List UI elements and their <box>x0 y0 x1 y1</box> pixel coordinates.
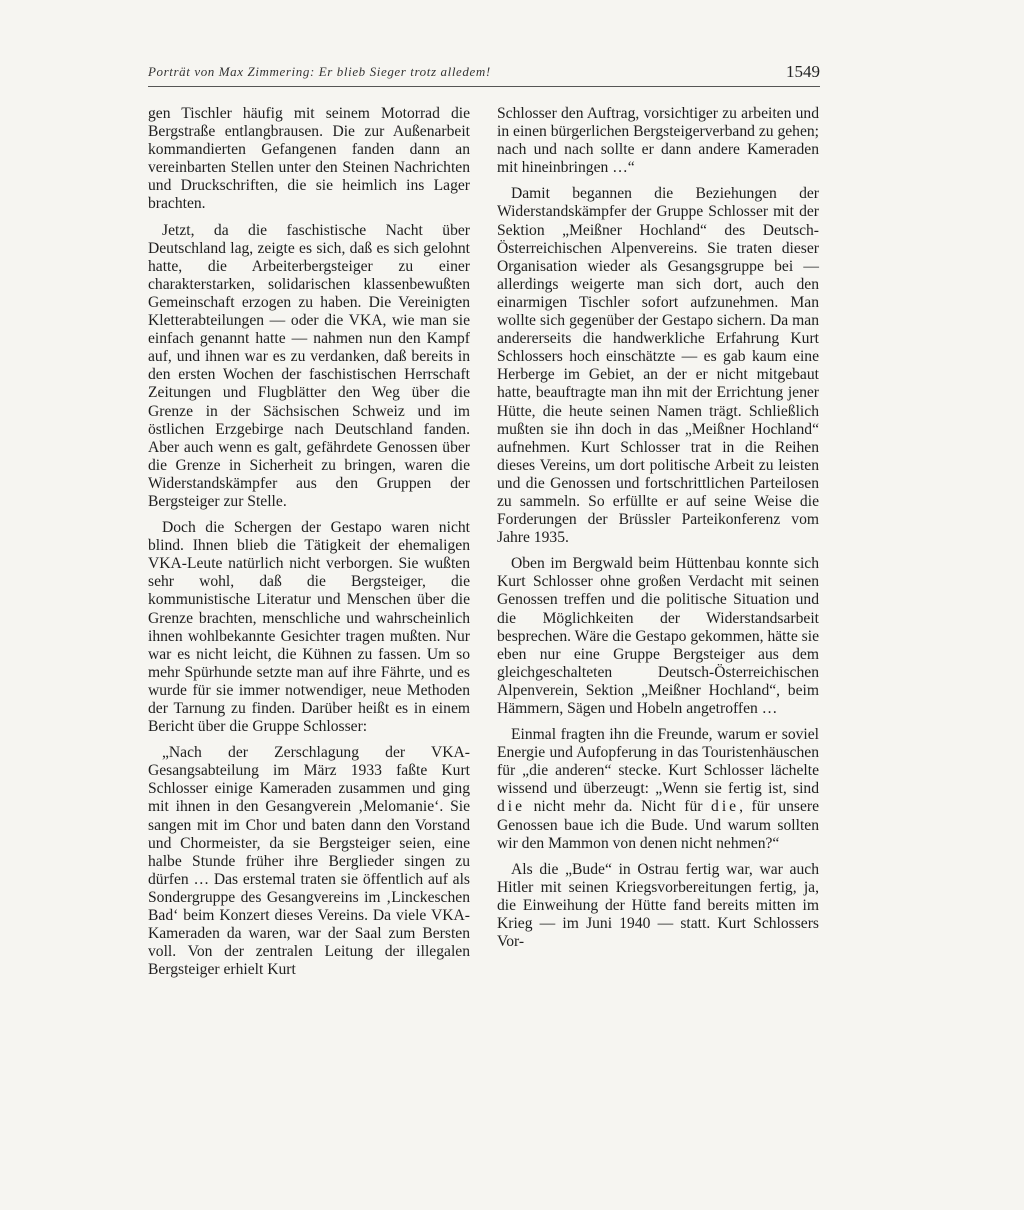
paragraph: Als die „Bude“ in Ostrau fertig war, war auch Hitler mit seinen Kriegsvorbereitungen fertig, ja, die Einweihung der Hütte fand bereits mitten im Krieg — im Juni 1940 — statt. Kurt Schlossers Vor- <box>497 860 819 951</box>
page-header <box>148 58 820 82</box>
paragraph: „Nach der Zerschlagung der VKA-Gesangsabteilung im März 1933 faßte Kurt Schlosser einige Kameraden zusammen und ging mit ihnen in den Gesangverein ‚Melomanie‘. Sie sangen mit im Chor und baten dann den Vorstand und Chormeister, da sie Bergsteiger seien, eine halbe Stunde früher ihre Berglieder singen zu dürfen … Das erstemal traten sie öffentlich auf als Sondergruppe des Gesangvereins im ‚Linckeschen Bad‘ beim Konzert dieses Vereins. Da viele VKA-Kameraden da waren, war der Saal zum Bersten voll. Von der zentralen Leitung der illegalen Bergsteiger erhielt Kurt <box>148 744 470 979</box>
paragraph: Oben im Bergwald beim Hüttenbau konnte sich Kurt Schlosser ohne großen Verdacht mit seinen Genossen treffen und die politische Situation und die Möglichkeiten der Widerstandsarbeit besprechen. Wäre die Gestapo gekommen, hätte sie eben nur eine Gruppe Bergsteiger aus dem gleichgeschalteten Deutsch-Österreichischen Alpenverein, Sektion „Meißner Hochland“, beim Hämmern, Sägen und Hobeln angetroffen … <box>497 555 819 717</box>
paragraph: Doch die Schergen der Gestapo waren nicht blind. Ihnen blieb die Tätigkeit der ehemaligen VKA-Leute natürlich nicht verborgen. Sie wußten sehr wohl, daß die Bergsteiger, die kommunistische Literatur und Menschen über die Grenze brachten, menschliche und wahrscheinlich ihnen wohlbekannte Gesichter tragen mußten. Nur war es nicht leicht, die Kühnen zu fassen. Um so mehr Spürhunde setzte man auf ihre Fährte, und es wurde für sie immer notwendiger, neue Methoden der Tarnung zu finden. Darüber heißt es in einem Bericht über die Gruppe Schlosser: <box>148 519 470 736</box>
paragraph <box>497 726 819 853</box>
left-column <box>148 105 470 987</box>
emphasized-word: die <box>711 798 740 816</box>
paragraph: Schlosser den Auftrag, vorsichtiger zu arbeiten und in einen bürgerlichen Bergsteigerverband zu gehen; nach und nach sollte er dann andere Kameraden mit hineinbringen …“ <box>497 105 820 177</box>
paragraph: Jetzt, da die faschistische Nacht über Deutschland lag, zeigte es sich, daß es sich gelohnt hatte, die Arbeiterbergsteiger zu einer charakterstarken, solidarischen klassenbewußten Gemeinschaft erzogen zu haben. Die Vereinigten Kletterabteilungen — oder die VKA, wie man sie einfach genannt hatte — nahmen nun den Kampf auf, und ihnen war es zu verdanken, daß bereits in den ersten Wochen der faschistischen Herrschaft Zeitungen und Flugblätter den Weg über die Grenze in der Sächsischen Schweiz und im östlichen Erzgebirge nach Deutschland fanden. Aber auch wenn es galt, gefährdete Genossen über die Grenze in Sicherheit zu bringen, waren die Widerstandskämpfer aus den Gruppen der Bergsteiger zur Stelle. <box>148 221 470 510</box>
paragraph: Damit begannen die Beziehungen der Widerstandskämpfer der Gruppe Schlosser mit der Sektion „Meißner Hochland“ des Deutsch-Österreichischen Alpenvereins. Sie traten dieser Organisation wieder als Gesangsgruppe bei — allerdings weigerte man sich dort, auch den einarmigen Tischler sofort aufzunehmen. Man wollte sich gegenüber der Gestapo sichern. Da man andererseits die handwerkliche Erfahrung Kurt Schlossers hoch einschätzte — es gab kaum eine Herberge im Gebiet, an der er nicht mitgebaut hatte, beauftragte man ihn mit der Errichtung jener Hütte, die heute seinen Namen trägt. Schließlich mußten sie ihn doch in das „Meißner Hochland“ aufnehmen. Kurt Schlosser trat in die Reihen dieses Vereins, um dort politische Arbeit zu leisten und die Genossen und fortschrittlichen Parteilosen zu sammeln. So erfüllte er auf seine Weise die Forderungen der Brüssler Parteikonferenz vom Jahre 1935. <box>497 185 819 547</box>
page-number: 1549 <box>786 62 820 81</box>
right-column <box>497 105 819 959</box>
header-divider <box>148 86 820 87</box>
running-title: Porträt von Max Zimmering: Er blieb Sieger trotz alledem! <box>148 64 491 79</box>
paragraph: gen Tischler häufig mit seinem Motorrad die Bergstraße entlangbrausen. Die zur Außenarbeit kommandierten Gefangenen fanden dann an vereinbarten Stellen unter den Steinen Nachrichten und Druckschriften, die sie heimlich ins Lager brachten. <box>148 105 470 213</box>
emphasized-word: die <box>497 798 526 816</box>
paragraph-text: , für unsere Genossen baue ich die Bude. Und warum sollten wir den Mammon von denen nicht nehmen?“ <box>497 798 819 852</box>
paragraph-text: Einmal fragten ihn die Freunde, warum er soviel Energie und Aufopferung in das Touristenhäuschen für „die anderen“ stecke. Kurt Schlosser lächelte wissend und überzeugt: „Wenn sie fertig ist, sind <box>497 726 819 798</box>
paragraph-text: nicht mehr da. Nicht für <box>525 798 712 816</box>
